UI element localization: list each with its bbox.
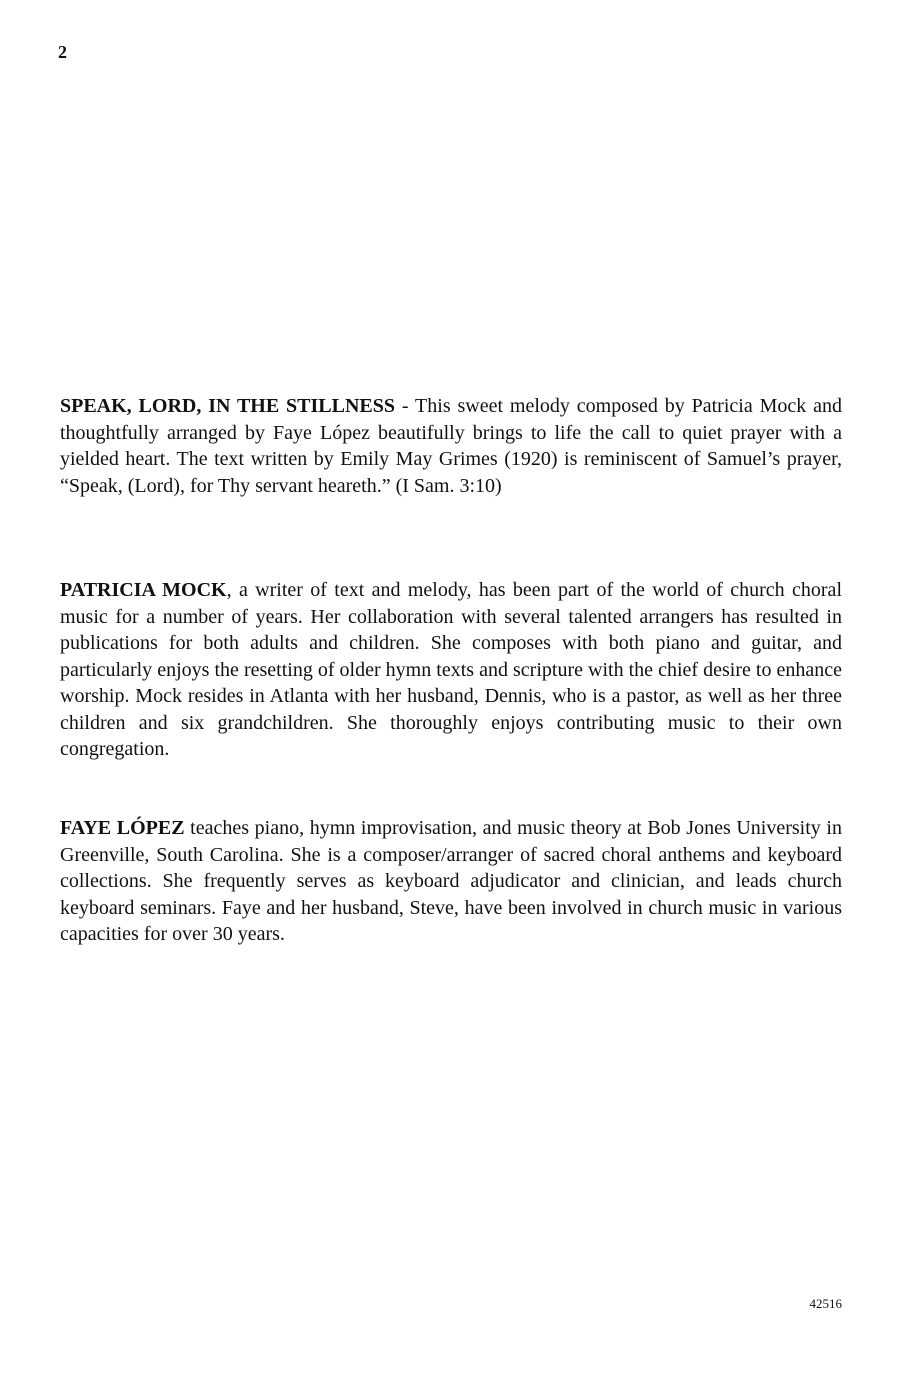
section-body: - This sweet melody composed by Patricia Mock and thoughtfully arranged by Faye López beautifully brings to life the call to quiet prayer with a yielded heart. The text written by Emily May Grimes (1920) is reminiscent of Samuel’s prayer, “Speak, (Lord), for Thy servant heareth.” (I Sam. 3:10) <box>60 395 842 497</box>
catalog-number: 42516 <box>809 1296 842 1311</box>
section-body: teaches piano, hymn improvisation, and music theory at Bob Jones University in Greenville, South Carolina. She is a composer/arranger of sacred choral anthems and keyboard collections. She frequently serves as keyboard adjudicator and clinician, and leads church keyboard seminars. Faye and her husband, Steve, have been involved in church music in various capacities for over 30 years. <box>60 817 842 945</box>
section-patricia-mock <box>60 577 842 763</box>
section-body: , a writer of text and melody, has been part of the world of church choral music for a number of years. Her collaboration with several talented arrangers has resulted in publications for both adults and children. She composes with both piano and guitar, and particularly enjoys the resetting of older hymn texts and scripture with the chief desire to enhance worship. Mock resides in Atlanta with her husband, Dennis, who is a pastor, as well as her three children and six grandchildren. She thoroughly enjoys contributing music to their own congregation. <box>60 579 842 760</box>
section-speak-lord <box>60 393 842 499</box>
section-heading: PATRICIA MOCK <box>60 579 227 601</box>
page-number: 2 <box>58 42 67 62</box>
section-heading: SPEAK, LORD, IN THE STILLNESS <box>60 395 396 417</box>
section-heading: FAYE LÓPEZ <box>60 817 185 839</box>
section-faye-lopez <box>60 815 842 948</box>
